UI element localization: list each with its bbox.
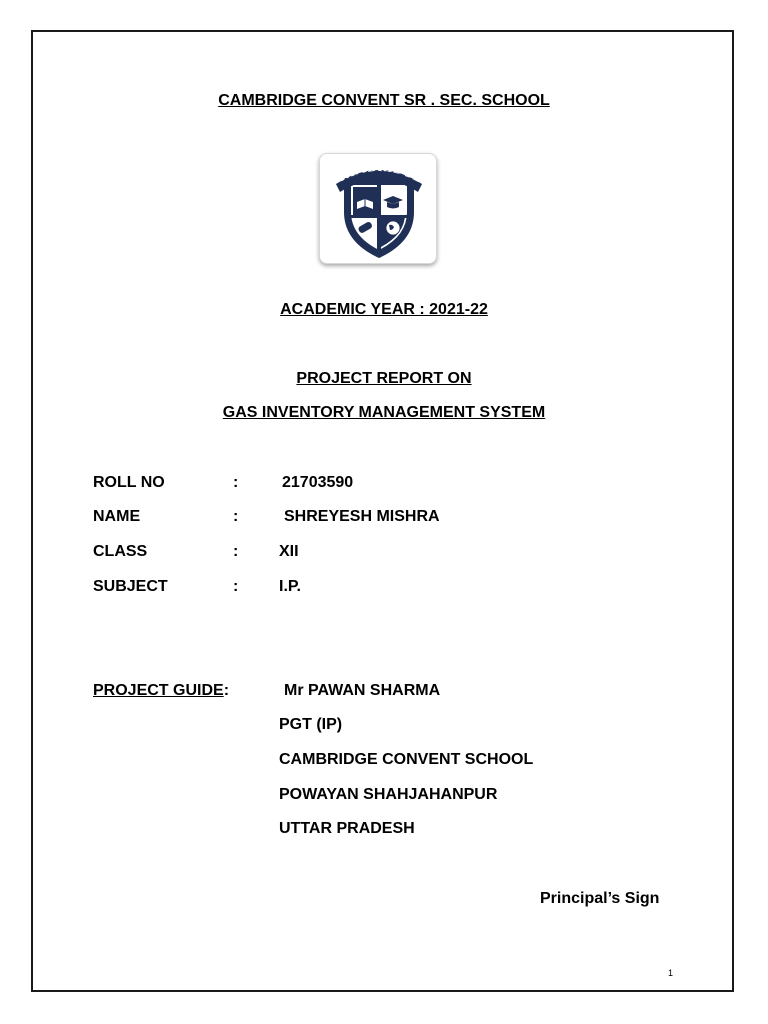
roll-no-value: 21703590 xyxy=(282,474,354,491)
page-number: 1 xyxy=(668,968,674,978)
name-sep: : xyxy=(233,508,239,525)
academic-year: ACADEMIC YEAR : 2021-22 xyxy=(280,301,488,318)
school-name: CAMBRIDGE CONVENT SR . SEC. SCHOOL xyxy=(218,92,550,109)
subject-label: SUBJECT xyxy=(93,578,168,595)
logo-sub-text: CONVENT SCHOOL xyxy=(360,177,398,182)
class-value: XII xyxy=(279,543,299,560)
globe-icon xyxy=(386,221,400,235)
report-heading: PROJECT REPORT ON xyxy=(296,370,472,387)
crest-icon xyxy=(320,154,438,265)
guide-label-row xyxy=(93,681,229,701)
subject-sep: : xyxy=(233,578,239,595)
guide-city: POWAYAN SHAHJAHANPUR xyxy=(279,786,498,803)
guide-school: CAMBRIDGE CONVENT SCHOOL xyxy=(279,751,534,768)
school-logo xyxy=(319,153,437,264)
class-sep: : xyxy=(233,543,239,560)
guide-designation: PGT (IP) xyxy=(279,716,343,733)
guide-state: UTTAR PRADESH xyxy=(279,820,415,837)
principal-sign: Principal’s Sign xyxy=(540,890,660,907)
guide-name: Mr PAWAN SHARMA xyxy=(284,682,441,699)
name-value: SHREYESH MISHRA xyxy=(284,508,440,525)
guide-label: PROJECT GUIDE xyxy=(93,682,224,699)
project-title: GAS INVENTORY MANAGEMENT SYSTEM xyxy=(222,404,546,421)
guide-colon: : xyxy=(223,682,230,699)
class-label: CLASS xyxy=(93,543,148,560)
logo-banner-text: CAMBRIDGE xyxy=(334,160,424,186)
name-label: NAME xyxy=(93,508,141,525)
subject-value: I.P. xyxy=(279,578,301,595)
roll-no-label: ROLL NO xyxy=(93,474,165,491)
roll-no-sep: : xyxy=(233,474,239,491)
